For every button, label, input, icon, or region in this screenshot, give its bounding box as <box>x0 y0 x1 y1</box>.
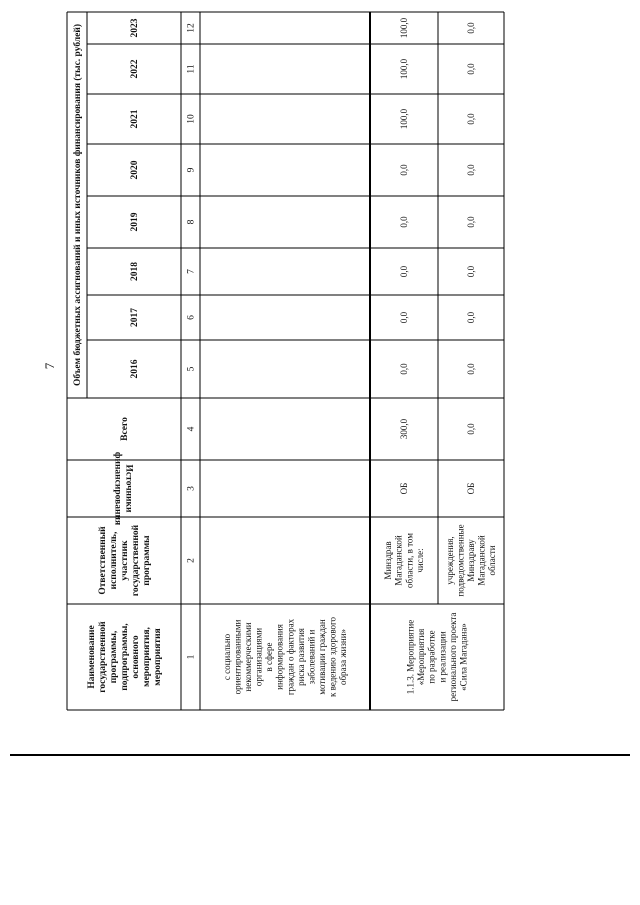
row-year-value: 100,0 <box>399 17 409 39</box>
row-executor: МинздравМагаданскойобласти, в томчисле: <box>383 533 425 588</box>
column-number: 12 <box>186 23 197 33</box>
row-source: ОБ <box>399 482 409 495</box>
column-number: 4 <box>186 426 197 432</box>
column-number: 5 <box>186 366 197 372</box>
column-number: 7 <box>186 269 197 274</box>
row-year-value: 0,0 <box>466 113 476 125</box>
row-executor: учреждения,подведомственныеМинздравуМагаданскойобласти <box>445 524 497 597</box>
row-name: 1.1.3. Мероприятие«Мероприятияпо разработкеи реализациирегионального проекта«Сила Магадана» <box>405 612 469 702</box>
row-year-value: 0,0 <box>466 265 476 278</box>
row-year-value: 0,0 <box>399 265 409 278</box>
row-year-value: 0,0 <box>399 164 409 176</box>
row-total: 300,0 <box>399 418 409 440</box>
header-col-total: Всего <box>120 417 130 441</box>
row-year-value: 0,0 <box>399 216 409 228</box>
column-number: 2 <box>186 558 197 563</box>
header-year: 2019 <box>130 212 140 232</box>
column-number: 11 <box>186 64 197 74</box>
header-year: 2022 <box>130 59 140 79</box>
header-col-name: Наименованиегосударственнойпрограммы,подпрограммы,основногомероприятия,мероприятия <box>87 621 163 693</box>
column-number: 1 <box>186 654 197 660</box>
column-number: 8 <box>186 219 197 225</box>
header-year: 2021 <box>130 109 140 129</box>
header-col-source: Источникифинансирования <box>112 451 134 526</box>
row-total: 0,0 <box>466 423 476 435</box>
row-year-value: 0,0 <box>466 216 476 228</box>
row-name: с социальноориентированныминекоммерческимиорганизациямив сфереинформированияграждан о факторахриска развитиязаболеваний имотивации гражданк ведению здоровогообраза жизни» <box>222 616 348 698</box>
column-number: 3 <box>186 486 197 491</box>
column-number: 9 <box>186 167 197 173</box>
header-col-executor: Ответственныйисполнитель,участникгосударственнойпрограммы <box>98 524 152 597</box>
row-year-value: 0,0 <box>466 311 476 324</box>
row-year-value: 0,0 <box>399 311 409 324</box>
row-year-value: 0,0 <box>466 164 476 176</box>
page-number: 7 <box>42 362 57 370</box>
header-year: 2020 <box>130 160 140 180</box>
row-year-value: 100,0 <box>399 108 409 130</box>
header-year: 2016 <box>130 359 140 379</box>
column-number: 10 <box>186 114 197 124</box>
header-group-funding: Объем бюджетных ассигнований и иных источников финансирования (тыс. рублей) <box>73 23 83 387</box>
row-source: ОБ <box>466 482 476 495</box>
table-text <box>72 17 497 701</box>
row-year-value: 100,0 <box>399 58 409 80</box>
row-year-value: 0,0 <box>466 63 476 75</box>
header-year: 2017 <box>130 308 140 327</box>
column-number: 6 <box>186 315 197 320</box>
header-year: 2023 <box>130 18 140 38</box>
row-year-value: 0,0 <box>466 22 476 34</box>
row-year-value: 0,0 <box>399 363 409 375</box>
header-year: 2018 <box>130 262 140 281</box>
row-year-value: 0,0 <box>466 363 476 375</box>
